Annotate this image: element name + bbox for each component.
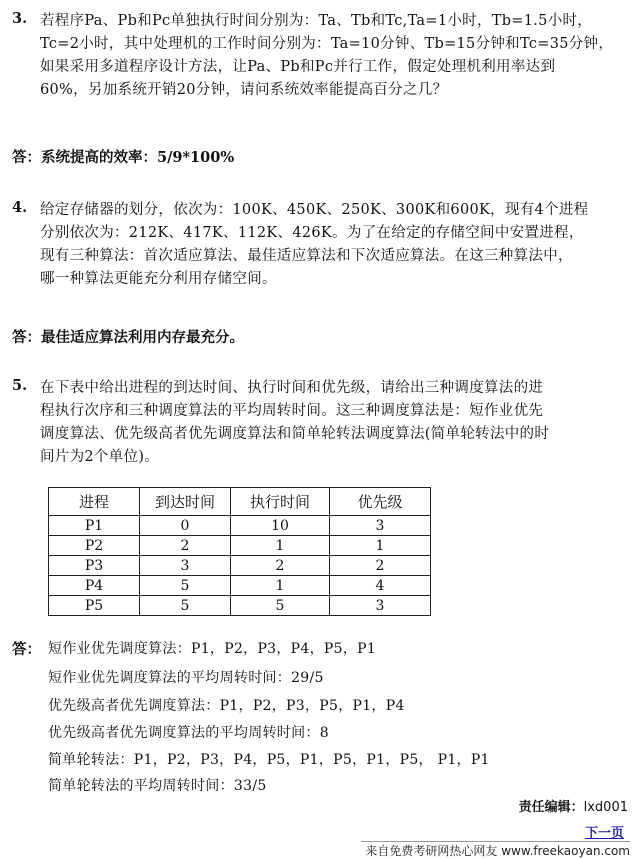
table-row — [49, 556, 431, 576]
footer-source: 来自免费考研网热心网友 www.freekaoyan.com — [361, 841, 630, 859]
answer-label: 答： — [12, 149, 41, 166]
table-cell: 5 — [140, 596, 231, 616]
q5-answer-line: 优先级高者优先调度算法的平均周转时间：8 — [48, 725, 329, 741]
table-header-row — [49, 488, 431, 516]
q4-number: 4. — [12, 199, 28, 216]
table-cell: 1 — [231, 576, 330, 596]
table-cell: 10 — [231, 516, 330, 536]
q3-line: 如果采用多道程序设计方法，让Pa、Pb和Pc并行工作，假定处理机利用率达到 — [40, 59, 556, 75]
q3-line: 若程序Pa、Pb和Pc单独执行时间分别为：Ta、Tb和Tc,Ta=1小时，Tb=1.5小时， — [40, 13, 593, 29]
q4-line: 分别依次为：212K、417K、112K、426K。为了在给定的存储空间中安置进程， — [40, 225, 584, 241]
table-header: 优先级 — [330, 488, 431, 516]
table-cell: 3 — [330, 516, 431, 536]
q5-line: 调度算法、优先级高者优先调度算法和简单轮转法调度算法(简单轮转法中的时 — [40, 426, 550, 442]
q3-line: Tc=2小时，其中处理机的工作时间分别为：Ta=10分钟、Tb=15分钟和Tc=35分钟， — [40, 36, 614, 52]
q4-line: 给定存储器的划分，依次为：100K、450K、250K、300K和600K，现有4个进程 — [40, 202, 589, 218]
table-cell: P5 — [49, 596, 140, 616]
editor-label: 责任编辑： — [518, 800, 584, 815]
q5-answer-label: 答： — [12, 641, 41, 658]
q4-answer-text: 最佳适应算法利用内存最充分。 — [41, 329, 244, 346]
table-header: 到达时间 — [140, 488, 231, 516]
q3-answer — [12, 146, 234, 167]
q3-number: 3. — [12, 10, 28, 27]
table-header: 进程 — [49, 488, 140, 516]
table-cell: 5 — [231, 596, 330, 616]
table-cell: 3 — [140, 556, 231, 576]
q5-answer-line: 简单轮转法的平均周转时间：33/5 — [48, 778, 267, 794]
q3-text — [40, 10, 624, 102]
table-row — [49, 536, 431, 556]
table-cell: P3 — [49, 556, 140, 576]
q4-line: 哪一种算法更能充分利用存储空间。 — [40, 271, 277, 287]
q5-line: 间片为2个单位)。 — [40, 449, 160, 465]
table-cell: 1 — [231, 536, 330, 556]
table-cell: 2 — [330, 556, 431, 576]
q5-line: 在下表中给出进程的到达时间、执行时间和优先级，请给出三种调度算法的进 — [40, 380, 544, 396]
table-cell: P4 — [49, 576, 140, 596]
q5-answer-line: 短作业优先调度算法的平均周转时间：29/5 — [48, 670, 324, 686]
table-cell: P2 — [49, 536, 140, 556]
table-cell: 3 — [330, 596, 431, 616]
q5-answer-line: 简单轮转法：P1，P2，P3，P4，P5，P1，P5，P1，P5， P1，P1 — [48, 752, 490, 768]
table-row — [49, 596, 431, 616]
q4-line: 现有三种算法：首次适应算法、最佳适应算法和下次适应算法。在这三种算法中， — [40, 248, 573, 264]
table-header: 执行时间 — [231, 488, 330, 516]
editor-credit — [519, 796, 628, 815]
q5-number: 5. — [12, 377, 28, 394]
table-cell: 2 — [231, 556, 330, 576]
table-row — [49, 576, 431, 596]
q3-answer-text: 系统提高的效率：5/9*100% — [41, 149, 235, 166]
table-cell: 5 — [140, 576, 231, 596]
table-cell: 2 — [140, 536, 231, 556]
q3-line: 60%，另加系统开销20分钟，请问系统效率能提高百分之几？ — [40, 82, 448, 98]
table-cell: P1 — [49, 516, 140, 536]
q5-answer-line: 短作业优先调度算法：P1，P2，P3，P4，P5，P1 — [48, 641, 377, 657]
table-cell: 0 — [140, 516, 231, 536]
q4-text — [40, 199, 624, 291]
table-cell: 1 — [330, 536, 431, 556]
q5-answer-line: 优先级高者优先调度算法：P1，P2，P3，P5，P1，P4 — [48, 698, 405, 714]
next-page-link[interactable]: 下一页 — [584, 826, 624, 841]
answer-label: 答： — [12, 329, 41, 346]
q5-line: 程执行次序和三种调度算法的平均周转时间。这三种调度算法是：短作业优先 — [40, 403, 544, 419]
table-cell: 4 — [330, 576, 431, 596]
process-table — [48, 487, 431, 616]
editor-value: lxd001 — [583, 800, 628, 815]
q5-text — [40, 377, 624, 469]
table-row — [49, 516, 431, 536]
q4-answer — [12, 326, 244, 347]
